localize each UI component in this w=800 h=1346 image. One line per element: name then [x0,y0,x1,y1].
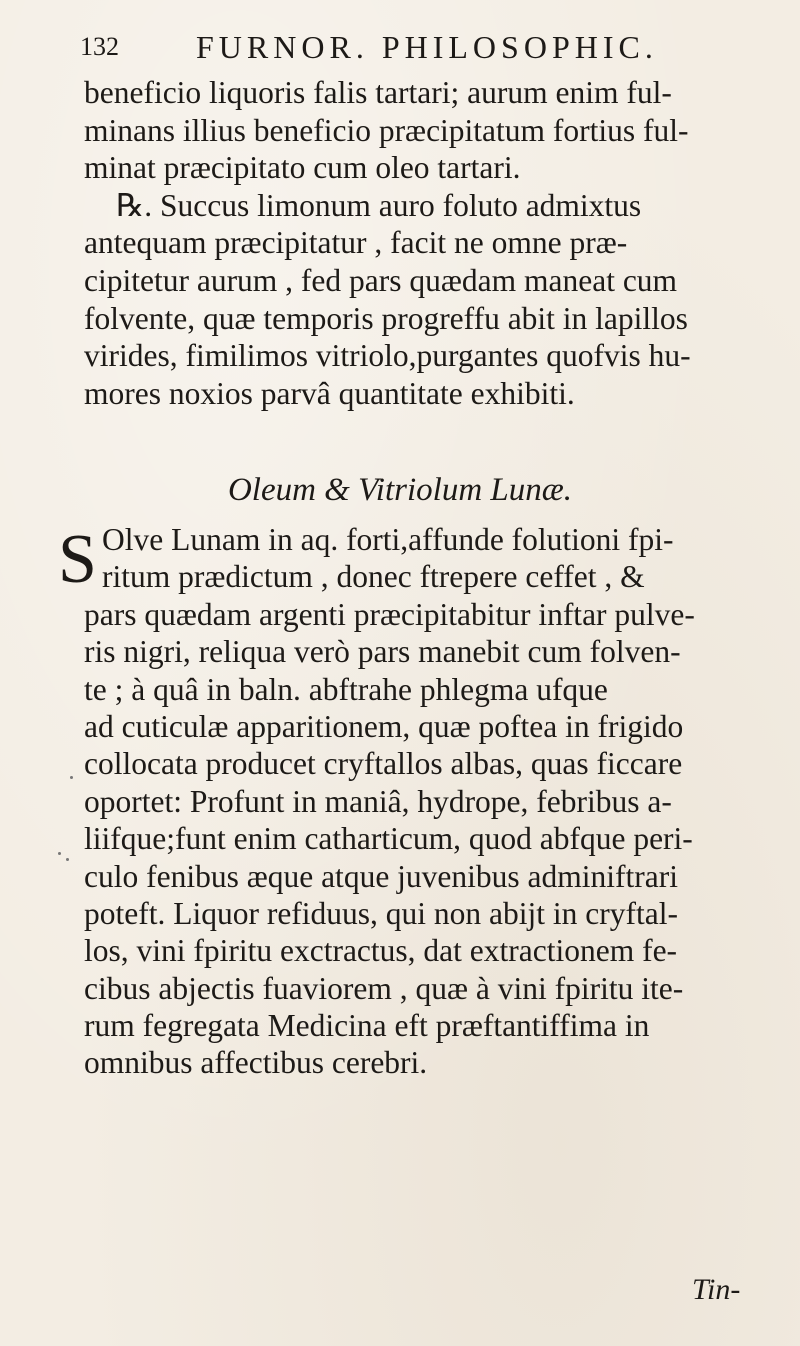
paragraph-continued [84,74,734,412]
text-line: minans illius beneficio præcipitatum fortius ful- [84,112,689,148]
text-line: ℞. Succus limonum auro foluto admixtus [116,187,642,223]
running-head: FURNOR. PHILOSOPHIC. [196,29,658,65]
text-line: collocata producet cryftallos albas, quas ficcare [84,746,683,782]
section-title: Oleum & Vitriolum Lunæ. [227,472,573,508]
text-line: te ; à quâ in baln. abftrahe phlegma ufque [84,671,608,707]
ink-speck [70,776,73,779]
text-line: los, vini fpiritu exctractus, dat extractionem fe- [84,933,678,969]
ink-speck [58,852,61,855]
drop-cap: S [58,521,97,598]
page-header [80,22,720,72]
catchword: Tin- [692,1273,741,1306]
text-line: beneficio liquoris falis tartari; aurum enim ful- [84,75,672,110]
ink-speck [66,858,69,861]
text-line: pars quædam argenti præcipitabitur inftar pulve- [84,596,695,632]
text-line: cipitetur aurum , fed pars quædam maneat cum [84,262,678,298]
paragraph-main [58,521,734,1082]
text-line: cibus abjectis fuaviorem , quæ à vini fpiritu ite- [84,970,684,1006]
text-line: folvente, quæ temporis progreffu abit in lapillos [84,300,688,336]
text-line: ritum prædictum , donec ftrepere ceffet , & [102,559,645,595]
text-line: antequam præcipitatur , facit ne omne præ- [84,225,628,261]
text-line: ad cuticulæ apparitionem, quæ poftea in frigido [84,708,684,744]
text-line: omnibus affectibus cerebri. [84,1045,428,1081]
text-line: Olve Lunam in aq. forti,affunde folutioni fpi- [102,522,674,557]
text-line: rum fegregata Medicina eft præftantiffima in [84,1008,650,1044]
text-line: oportet: Profunt in maniâ, hydrope, febribus a- [84,783,672,819]
text-line: virides, fimilimos vitriolo,purgantes quofvis hu- [84,338,691,374]
text-line: minat præcipitato cum oleo tartari. [84,150,521,186]
text-line: liifque;funt enim catharticum, quod abfque peri- [84,821,693,857]
text-line: poteft. Liquor refiduus, qui non abijt in cryftal- [84,895,678,931]
text-line: culo fenibus æque atque juvenibus adminiftrari [84,858,678,894]
text-line: ris nigri, reliqua verò pars manebit cum folven- [84,634,681,670]
page-number: 132 [80,32,119,61]
text-line: mores noxios parvâ quantitate exhibiti. [84,375,575,411]
